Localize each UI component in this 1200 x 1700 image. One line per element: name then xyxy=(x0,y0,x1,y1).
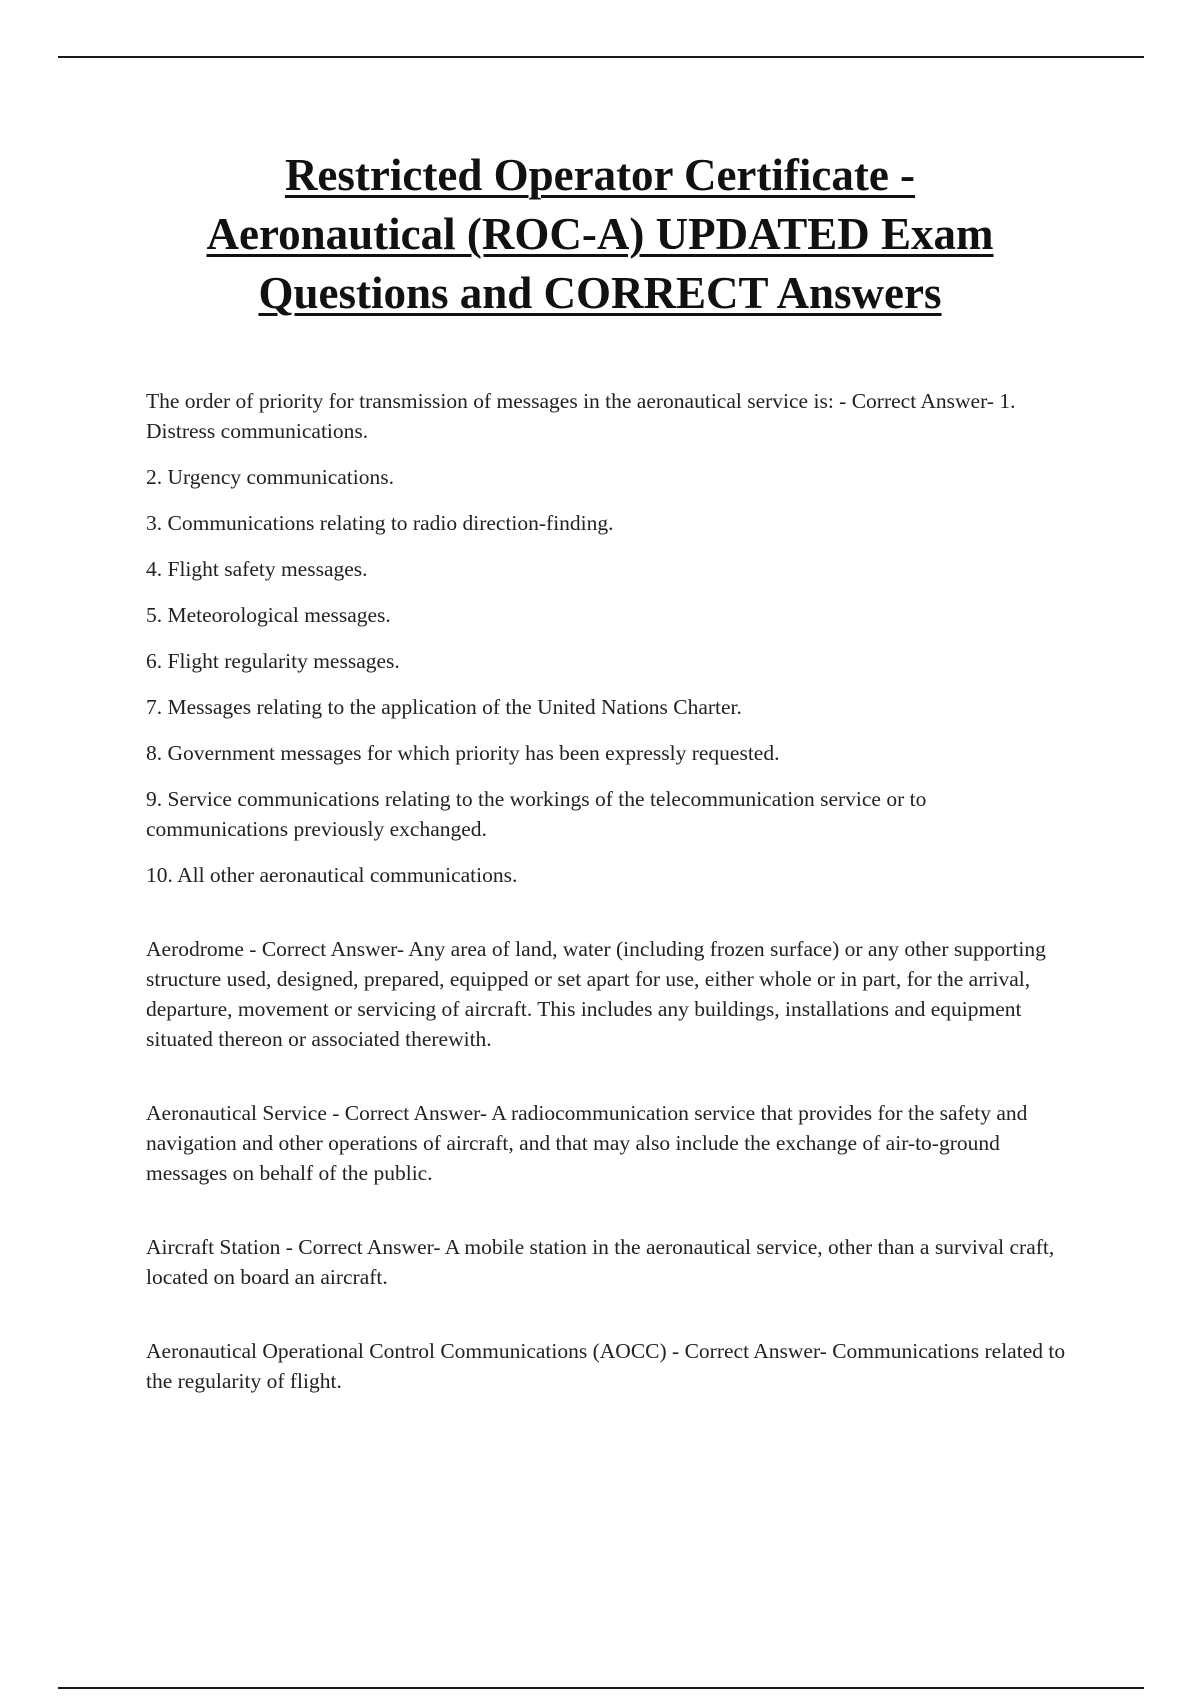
priority-item: 9. Service communications relating to the workings of the telecommunication service or to communications previously exchanged. xyxy=(146,787,927,841)
title-line: Questions and CORRECT Answers xyxy=(258,268,942,318)
document-title xyxy=(100,146,1100,323)
definition-aocc: Aeronautical Operational Control Communications (AOCC) - Correct Answer- Communications related to the regularity of flight. xyxy=(146,1339,1066,1393)
definition-aerodrome: Aerodrome - Correct Answer- Any area of land, water (including frozen surface) or any other supporting structure used, designed, prepared, equipped or set apart for use, either whole or in part, for the arrival, departure, movement or servicing of aircraft. This includes any buildings, installations and equipment situated thereon or associated therewith. xyxy=(146,937,1046,1051)
priority-item: 8. Government messages for which priority has been expressly requested. xyxy=(146,741,780,765)
bottom-rule xyxy=(58,1687,1144,1689)
title-line: Aeronautical (ROC-A) UPDATED Exam xyxy=(206,209,994,259)
definition-aeronautical-service: Aeronautical Service - Correct Answer- A radiocommunication service that provides for the safety and navigation and other operations of aircraft, and that may also include the exchange of air-to-ground messages on behalf of the public. xyxy=(146,1101,1028,1185)
priority-item: 5. Meteorological messages. xyxy=(146,603,391,627)
priority-item: 2. Urgency communications. xyxy=(146,465,394,489)
priority-item: 3. Communications relating to radio direction-finding. xyxy=(146,511,614,535)
priority-question: The order of priority for transmission of messages in the aeronautical service is: - Correct Answer- 1. Distress communications. xyxy=(146,389,1016,443)
priority-item: 7. Messages relating to the application of the United Nations Charter. xyxy=(146,695,742,719)
title-line: Restricted Operator Certificate - xyxy=(284,150,916,200)
priority-item: 6. Flight regularity messages. xyxy=(146,649,400,673)
priority-item: 10. All other aeronautical communications. xyxy=(146,863,518,887)
definition-aircraft-station: Aircraft Station - Correct Answer- A mobile station in the aeronautical service, other than a survival craft, located on board an aircraft. xyxy=(146,1235,1055,1289)
top-rule xyxy=(58,56,1144,58)
document-body xyxy=(146,386,1066,1412)
priority-item: 4. Flight safety messages. xyxy=(146,557,368,581)
